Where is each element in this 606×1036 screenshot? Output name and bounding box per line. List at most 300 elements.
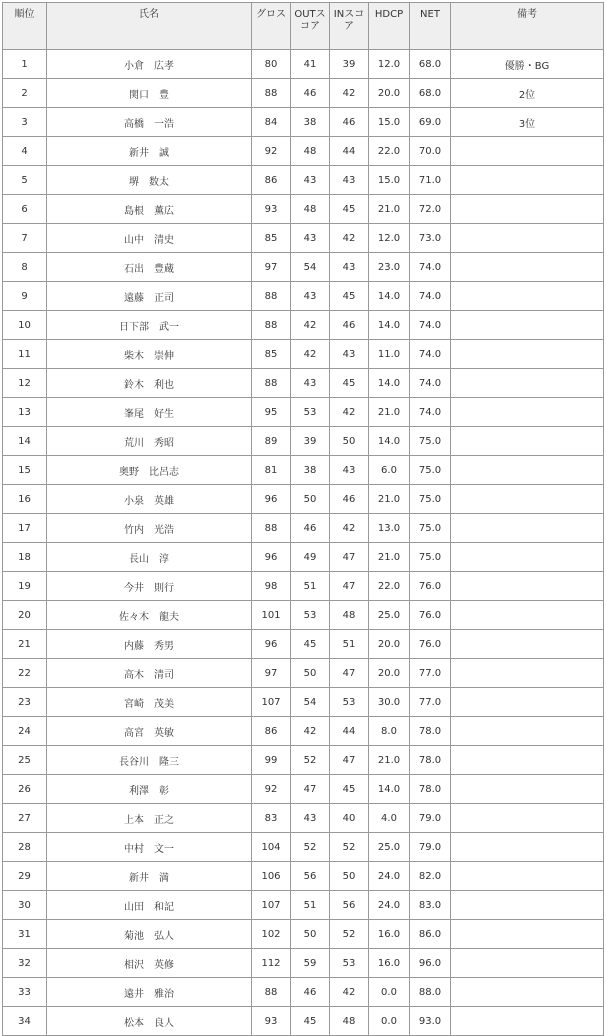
table-row [3,166,604,195]
hdcp-cell: 25.0 [369,833,410,862]
note-cell [451,572,604,601]
note-cell [451,775,604,804]
note-cell [451,717,604,746]
table-row [3,543,604,572]
name-cell: 新井 満 [47,862,252,891]
net-cell: 77.0 [410,688,451,717]
note-cell [451,514,604,543]
hdcp-cell: 21.0 [369,398,410,427]
hdcp-cell: 14.0 [369,775,410,804]
out-score-cell: 50 [291,659,330,688]
net-cell: 96.0 [410,949,451,978]
name-cell: 菊池 弘人 [47,920,252,949]
note-cell [451,978,604,1007]
table-row [3,282,604,311]
name-cell: 鈴木 利也 [47,369,252,398]
hdcp-cell: 14.0 [369,369,410,398]
table-row [3,108,604,137]
note-cell: 優勝・BG [451,50,604,79]
note-cell [451,456,604,485]
in-score-cell: 45 [330,195,369,224]
out-score-cell: 51 [291,891,330,920]
net-cell: 68.0 [410,50,451,79]
gross-cell: 97 [252,659,291,688]
name-cell: 奥野 比呂志 [47,456,252,485]
rank-cell: 27 [3,804,47,833]
hdcp-cell: 6.0 [369,456,410,485]
in-score-cell: 48 [330,1007,369,1036]
in-score-cell: 51 [330,630,369,659]
rank-cell: 26 [3,775,47,804]
net-cell: 76.0 [410,601,451,630]
note-cell [451,485,604,514]
note-cell [451,282,604,311]
gross-cell: 85 [252,340,291,369]
name-cell: 内藤 秀男 [47,630,252,659]
note-cell [451,137,604,166]
rank-cell: 1 [3,50,47,79]
gross-cell: 96 [252,543,291,572]
out-score-cell: 38 [291,456,330,485]
net-cell: 75.0 [410,456,451,485]
name-header: 氏名 [47,3,252,50]
out-score-cell: 46 [291,79,330,108]
table-row [3,746,604,775]
table-row [3,79,604,108]
results-table [2,2,604,1036]
net-cell: 83.0 [410,891,451,920]
hdcp-cell: 0.0 [369,1007,410,1036]
out-score-cell: 38 [291,108,330,137]
rank-cell: 23 [3,688,47,717]
table-row [3,659,604,688]
note-cell [451,746,604,775]
name-cell: 島根 薫広 [47,195,252,224]
table-row [3,137,604,166]
in-score-cell: 43 [330,166,369,195]
note-cell [451,862,604,891]
gross-cell: 88 [252,514,291,543]
name-cell: 山田 和記 [47,891,252,920]
net-cell: 71.0 [410,166,451,195]
out-score-cell: 50 [291,920,330,949]
rank-cell: 31 [3,920,47,949]
in-score-cell: 43 [330,253,369,282]
in-score-cell: 46 [330,311,369,340]
table-row [3,224,604,253]
name-cell: 利澤 彰 [47,775,252,804]
in-score-cell: 42 [330,224,369,253]
in-score-cell: 45 [330,282,369,311]
rank-cell: 7 [3,224,47,253]
note-cell [451,833,604,862]
table-row [3,514,604,543]
table-row [3,688,604,717]
in-score-cell: 52 [330,833,369,862]
net-cell: 75.0 [410,427,451,456]
rank-cell: 17 [3,514,47,543]
table-row [3,572,604,601]
hdcp-header: HDCP [369,3,410,50]
in-score-cell: 46 [330,108,369,137]
net-cell: 86.0 [410,920,451,949]
rank-cell: 29 [3,862,47,891]
out-score-cell: 41 [291,50,330,79]
name-cell: 関口 豊 [47,79,252,108]
note-cell [451,166,604,195]
table-row [3,949,604,978]
out-score-cell: 51 [291,572,330,601]
net-cell: 75.0 [410,514,451,543]
name-cell: 日下部 武一 [47,311,252,340]
name-cell: 相沢 英修 [47,949,252,978]
rank-cell: 28 [3,833,47,862]
rank-cell: 6 [3,195,47,224]
name-cell: 遠藤 正司 [47,282,252,311]
net-cell: 76.0 [410,572,451,601]
gross-cell: 107 [252,891,291,920]
out-score-cell: 53 [291,601,330,630]
out-score-cell: 42 [291,717,330,746]
in-score-cell: 45 [330,369,369,398]
hdcp-cell: 22.0 [369,572,410,601]
note-cell [451,659,604,688]
rank-cell: 33 [3,978,47,1007]
gross-cell: 86 [252,166,291,195]
note-cell [451,369,604,398]
table-row [3,311,604,340]
name-cell: 堺 数太 [47,166,252,195]
out-score-cell: 43 [291,369,330,398]
net-cell: 74.0 [410,311,451,340]
net-cell: 74.0 [410,369,451,398]
rank-cell: 34 [3,1007,47,1036]
table-row [3,369,604,398]
table-row [3,1007,604,1036]
rank-cell: 11 [3,340,47,369]
table-row [3,253,604,282]
in-score-cell: 39 [330,50,369,79]
hdcp-cell: 15.0 [369,108,410,137]
gross-cell: 96 [252,485,291,514]
hdcp-cell: 21.0 [369,195,410,224]
table-row [3,456,604,485]
hdcp-cell: 16.0 [369,949,410,978]
hdcp-cell: 0.0 [369,978,410,1007]
net-cell: 79.0 [410,833,451,862]
out-score-cell: 42 [291,340,330,369]
gross-cell: 88 [252,311,291,340]
out-score-cell: 48 [291,137,330,166]
gross-cell: 97 [252,253,291,282]
rank-cell: 25 [3,746,47,775]
rank-cell: 19 [3,572,47,601]
rank-cell: 32 [3,949,47,978]
note-cell [451,630,604,659]
gross-cell: 80 [252,50,291,79]
table-row [3,717,604,746]
name-cell: 上本 正之 [47,804,252,833]
name-cell: 佐々木 龍夫 [47,601,252,630]
out-score-cell: 48 [291,195,330,224]
net-cell: 78.0 [410,746,451,775]
gross-cell: 93 [252,1007,291,1036]
out-score-cell: 46 [291,514,330,543]
hdcp-cell: 20.0 [369,79,410,108]
gross-cell: 83 [252,804,291,833]
table-row [3,804,604,833]
net-cell: 74.0 [410,340,451,369]
table-row [3,891,604,920]
name-cell: 小倉 広孝 [47,50,252,79]
in-score-cell: 50 [330,862,369,891]
hdcp-cell: 24.0 [369,891,410,920]
name-cell: 高木 清司 [47,659,252,688]
gross-cell: 101 [252,601,291,630]
in-score-cell: 43 [330,340,369,369]
out-score-cell: 43 [291,166,330,195]
rank-cell: 9 [3,282,47,311]
out-score-cell: 59 [291,949,330,978]
gross-cell: 102 [252,920,291,949]
table-row [3,398,604,427]
net-cell: 69.0 [410,108,451,137]
net-cell: 78.0 [410,717,451,746]
hdcp-cell: 20.0 [369,630,410,659]
table-row [3,862,604,891]
rank-cell: 12 [3,369,47,398]
table-row [3,920,604,949]
rank-cell: 16 [3,485,47,514]
gross-cell: 107 [252,688,291,717]
in-score-header: INスコア [330,3,369,50]
in-score-cell: 44 [330,717,369,746]
note-cell [451,427,604,456]
out-score-cell: 43 [291,804,330,833]
note-cell [451,398,604,427]
name-cell: 石出 豊蔵 [47,253,252,282]
table-row [3,978,604,1007]
in-score-cell: 47 [330,746,369,775]
name-cell: 高橋 一浩 [47,108,252,137]
in-score-cell: 45 [330,775,369,804]
in-score-cell: 47 [330,659,369,688]
note-cell [451,891,604,920]
out-score-cell: 49 [291,543,330,572]
net-cell: 74.0 [410,398,451,427]
hdcp-cell: 4.0 [369,804,410,833]
gross-cell: 99 [252,746,291,775]
note-cell [451,253,604,282]
name-cell: 新井 誠 [47,137,252,166]
gross-cell: 92 [252,775,291,804]
rank-cell: 22 [3,659,47,688]
name-cell: 松本 良人 [47,1007,252,1036]
out-score-cell: 39 [291,427,330,456]
in-score-cell: 42 [330,79,369,108]
net-header: NET [410,3,451,50]
hdcp-cell: 14.0 [369,311,410,340]
name-cell: 長山 淳 [47,543,252,572]
out-score-cell: 53 [291,398,330,427]
net-cell: 77.0 [410,659,451,688]
in-score-cell: 42 [330,514,369,543]
out-score-cell: 45 [291,1007,330,1036]
out-score-header: OUTスコア [291,3,330,50]
name-cell: 小泉 英雄 [47,485,252,514]
table-row [3,340,604,369]
net-cell: 76.0 [410,630,451,659]
note-cell: 3位 [451,108,604,137]
gross-cell: 88 [252,369,291,398]
in-score-cell: 56 [330,891,369,920]
rank-cell: 5 [3,166,47,195]
net-cell: 74.0 [410,253,451,282]
rank-cell: 13 [3,398,47,427]
hdcp-cell: 12.0 [369,224,410,253]
note-cell [451,804,604,833]
hdcp-cell: 14.0 [369,427,410,456]
out-score-cell: 54 [291,253,330,282]
table-row [3,601,604,630]
gross-cell: 98 [252,572,291,601]
gross-cell: 104 [252,833,291,862]
in-score-cell: 43 [330,456,369,485]
hdcp-cell: 16.0 [369,920,410,949]
rank-cell: 14 [3,427,47,456]
in-score-cell: 48 [330,601,369,630]
out-score-cell: 46 [291,978,330,1007]
gross-cell: 88 [252,79,291,108]
gross-header: グロス [252,3,291,50]
gross-cell: 86 [252,717,291,746]
hdcp-cell: 14.0 [369,282,410,311]
name-cell: 荒川 秀昭 [47,427,252,456]
hdcp-cell: 22.0 [369,137,410,166]
net-cell: 74.0 [410,282,451,311]
results-body [3,50,604,1036]
gross-cell: 89 [252,427,291,456]
in-score-cell: 50 [330,427,369,456]
note-cell [451,195,604,224]
out-score-cell: 43 [291,282,330,311]
in-score-cell: 53 [330,688,369,717]
in-score-cell: 40 [330,804,369,833]
in-score-cell: 47 [330,543,369,572]
note-cell [451,311,604,340]
out-score-cell: 52 [291,833,330,862]
net-cell: 73.0 [410,224,451,253]
header-row [3,3,604,50]
rank-header: 順位 [3,3,47,50]
out-score-cell: 52 [291,746,330,775]
rank-cell: 4 [3,137,47,166]
note-cell [451,1007,604,1036]
hdcp-cell: 20.0 [369,659,410,688]
rank-cell: 18 [3,543,47,572]
out-score-cell: 43 [291,224,330,253]
in-score-cell: 42 [330,978,369,1007]
in-score-cell: 46 [330,485,369,514]
in-score-cell: 52 [330,920,369,949]
table-row [3,485,604,514]
out-score-cell: 42 [291,311,330,340]
name-cell: 長谷川 隆三 [47,746,252,775]
hdcp-cell: 15.0 [369,166,410,195]
in-score-cell: 44 [330,137,369,166]
name-cell: 高宮 英敏 [47,717,252,746]
rank-cell: 21 [3,630,47,659]
rank-cell: 10 [3,311,47,340]
gross-cell: 85 [252,224,291,253]
net-cell: 75.0 [410,485,451,514]
hdcp-cell: 13.0 [369,514,410,543]
rank-cell: 30 [3,891,47,920]
in-score-cell: 53 [330,949,369,978]
name-cell: 竹内 光浩 [47,514,252,543]
rank-cell: 24 [3,717,47,746]
hdcp-cell: 12.0 [369,50,410,79]
gross-cell: 88 [252,282,291,311]
net-cell: 68.0 [410,79,451,108]
note-cell [451,601,604,630]
table-row [3,775,604,804]
gross-cell: 95 [252,398,291,427]
rank-cell: 2 [3,79,47,108]
hdcp-cell: 23.0 [369,253,410,282]
name-cell: 柴木 崇伸 [47,340,252,369]
gross-cell: 96 [252,630,291,659]
note-cell [451,543,604,572]
net-cell: 75.0 [410,543,451,572]
gross-cell: 92 [252,137,291,166]
name-cell: 山中 清史 [47,224,252,253]
name-cell: 中村 文一 [47,833,252,862]
note-cell [451,688,604,717]
table-row [3,195,604,224]
hdcp-cell: 8.0 [369,717,410,746]
note-cell [451,224,604,253]
rank-cell: 8 [3,253,47,282]
out-score-cell: 56 [291,862,330,891]
net-cell: 93.0 [410,1007,451,1036]
name-cell: 今井 則行 [47,572,252,601]
hdcp-cell: 24.0 [369,862,410,891]
name-cell: 宮崎 茂美 [47,688,252,717]
name-cell: 遠井 雅治 [47,978,252,1007]
rank-cell: 20 [3,601,47,630]
net-cell: 70.0 [410,137,451,166]
rank-cell: 3 [3,108,47,137]
note-cell: 2位 [451,79,604,108]
net-cell: 79.0 [410,804,451,833]
out-score-cell: 47 [291,775,330,804]
gross-cell: 84 [252,108,291,137]
net-cell: 82.0 [410,862,451,891]
table-row [3,630,604,659]
hdcp-cell: 21.0 [369,485,410,514]
table-row [3,833,604,862]
out-score-cell: 54 [291,688,330,717]
name-cell: 峯尾 好生 [47,398,252,427]
hdcp-cell: 21.0 [369,543,410,572]
out-score-cell: 45 [291,630,330,659]
table-row [3,427,604,456]
note-cell [451,949,604,978]
net-cell: 78.0 [410,775,451,804]
gross-cell: 88 [252,978,291,1007]
note-cell [451,340,604,369]
